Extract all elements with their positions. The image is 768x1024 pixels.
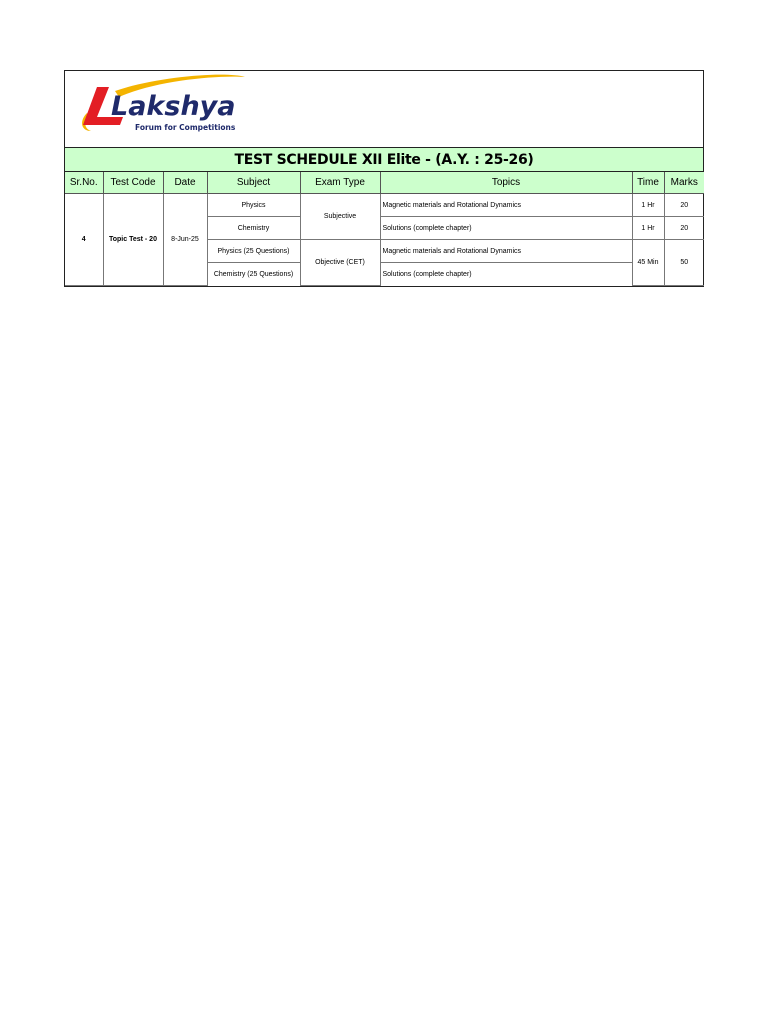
subject-cell: Chemistry (25 Questions) <box>207 263 300 286</box>
time-cell: 1 Hr <box>632 217 664 240</box>
topic-cell: Solutions (complete chapter) <box>380 217 632 240</box>
column-header: Subject <box>207 172 300 194</box>
column-header: Marks <box>664 172 704 194</box>
exam-type-cell: Objective (CET) <box>300 240 380 286</box>
logo-tagline: Forum for Competitions <box>135 123 236 132</box>
topic-cell: Magnetic materials and Rotational Dynamics <box>380 194 632 217</box>
table-row <box>65 194 704 217</box>
column-header: Topics <box>380 172 632 194</box>
exam-type-cell: Subjective <box>300 194 380 240</box>
schedule-table <box>65 172 704 286</box>
marks-cell: 20 <box>664 194 704 217</box>
column-header: Date <box>163 172 207 194</box>
table-header-row <box>65 172 704 194</box>
time-cell: 45 Min <box>632 240 664 286</box>
column-header: Test Code <box>103 172 163 194</box>
column-header: Sr.No. <box>65 172 103 194</box>
marks-cell: 50 <box>664 240 704 286</box>
column-header: Exam Type <box>300 172 380 194</box>
subject-cell: Physics <box>207 194 300 217</box>
logo-brand-text: Lakshya <box>111 91 236 122</box>
lakshya-logo <box>75 73 315 143</box>
sr-no-cell: 4 <box>65 194 103 286</box>
column-header: Time <box>632 172 664 194</box>
marks-cell: 20 <box>664 217 704 240</box>
topic-cell: Magnetic materials and Rotational Dynamics <box>380 240 632 263</box>
subject-cell: Chemistry <box>207 217 300 240</box>
topic-cell: Solutions (complete chapter) <box>380 263 632 286</box>
logo-area <box>65 71 703 148</box>
date-cell: 8-Jun-25 <box>163 194 207 286</box>
test-code-cell: Topic Test - 20 <box>103 194 163 286</box>
time-cell: 1 Hr <box>632 194 664 217</box>
schedule-sheet <box>64 70 704 287</box>
subject-cell: Physics (25 Questions) <box>207 240 300 263</box>
page-title: TEST SCHEDULE XII Elite - (A.Y. : 25-26) <box>65 148 703 172</box>
